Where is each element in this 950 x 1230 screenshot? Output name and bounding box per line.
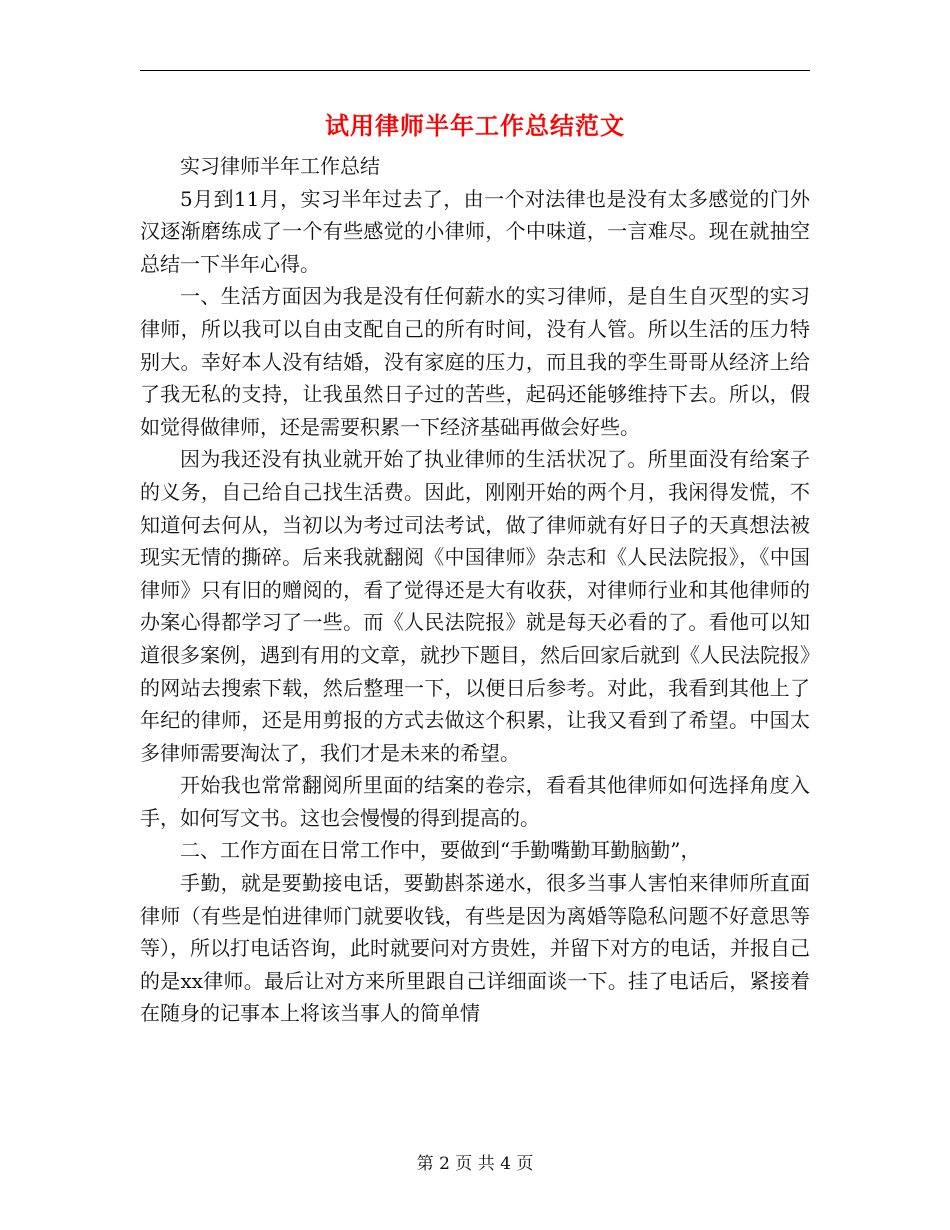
section-heading-paragraph: 实习律师半年工作总结 <box>180 154 380 178</box>
page-number-footer: 第 2 页 共 4 页 <box>416 1154 534 1174</box>
header-rule <box>140 70 810 71</box>
intro-paragraph: 5月到11月，实习半年过去了，由一个对法律也是没有太多感觉的门外汉逐渐磨练成了一个有些感觉的小律师，个中味道，一言难尽。现在就抽空总结一下半年心得。 <box>140 186 810 276</box>
case-files-paragraph: 开始我也常常翻阅所里面的结案的卷宗，看看其他律师如何选择角度入手，如何写文书。这也会慢慢的得到提高的。 <box>140 773 810 830</box>
life-aspect-paragraph: 一、生活方面因为我是没有任何薪水的实习律师，是自生自灭型的实习律师，所以我可以自由支配自己的所有时间，没有人管。所以生活的压力特别大。幸好本人没有结婚，没有家庭的压力，而且我的孪生哥哥从经济上给了我无私的支持，让我虽然日子过的苦些，起码还能够维持下去。所以，假如觉得做律师，还是需要积累一下经济基础再做会好些。 <box>140 284 810 439</box>
document-title: 试用律师半年工作总结范文 <box>325 111 625 140</box>
hand-diligence-paragraph: 手勤，就是要勤接电话，要勤斟茶递水，很多当事人害怕来律师所直面律师（有些是怕进律师门就要收钱，有些是因为离婚等隐私问题不好意思等等），所以打电话咨询，此时就要问对方贵姓，并留下对方的电话，并报自己的是xx律师。最后让对方来所里跟自己详细面谈一下。挂了电话后，紧接着在随身的记事本上将该当事人的简单情 <box>140 871 810 1026</box>
work-aspect-paragraph: 二、工作方面在日常工作中，要做到“手勤嘴勤耳勤脑勤”， <box>180 838 701 863</box>
reading-study-paragraph: 因为我还没有执业就开始了执业律师的生活状况了。所里面没有给案子的义务，自己给自己找生活费。因此，刚刚开始的两个月，我闲得发慌，不知道何去何从，当初以为考过司法考试，做了律师就有好日子的天真想法被现实无情的撕碎。后来我就翻阅《中国律师》杂志和《人民法院报》，《中国律师》只有旧的赠阅的，看了觉得还是大有收获，对律师行业和其他律师的办案心得都学习了一些。而《人民法院报》就是每天必看的了。看他可以知道很多案例，遇到有用的文章，就抄下题目，然后回家后就到《人民法院报》的网站去搜索下载，然后整理一下，以便日后参考。对此，我看到其他上了年纪的律师，还是用剪报的方式去做这个积累，让我又看到了希望。中国太多律师需要淘汰了，我们才是未来的希望。 <box>140 447 810 765</box>
document-body <box>140 150 810 1030</box>
